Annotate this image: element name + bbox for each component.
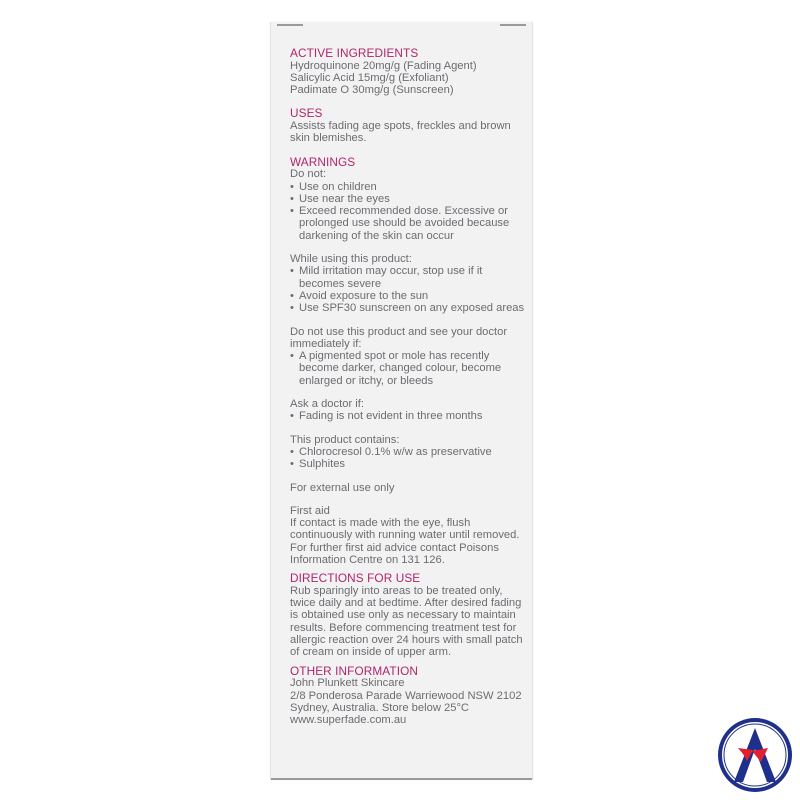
ingredient-line: Salicylic Acid 15mg/g (Exfoliant) bbox=[290, 71, 449, 84]
see-doctor-label: Do not use this product and see your doctor immediately if: bbox=[290, 325, 508, 350]
do-not-label: Do not: bbox=[290, 168, 327, 181]
do-not-list bbox=[290, 181, 528, 242]
list-item: • Fading is not evident in three months bbox=[290, 410, 528, 422]
product-box-panel bbox=[270, 22, 533, 780]
ingredient-line: Padimate O 30mg/g (Sunscreen) bbox=[290, 84, 454, 97]
company-address: 2/8 Ponderosa Parade Warriewood NSW 2102 bbox=[290, 689, 522, 702]
external-use-note: For external use only bbox=[290, 481, 395, 494]
list-item: • Use near the eyes bbox=[290, 193, 528, 205]
australian-pharmacy-seal-icon bbox=[716, 716, 794, 794]
box-bottom-edge bbox=[271, 778, 532, 780]
warnings-heading: WARNINGS bbox=[290, 154, 356, 169]
box-top-edge-left bbox=[277, 24, 303, 26]
box-top-edge-right bbox=[500, 24, 526, 26]
company-name: John Plunkett Skincare bbox=[290, 677, 405, 690]
see-doctor-list bbox=[290, 350, 528, 387]
ask-doctor-list bbox=[290, 410, 528, 422]
list-item: • Exceed recommended dose. Excessive or prolonged use should be avoided because darkening of the skin can occur bbox=[290, 205, 528, 242]
ask-doctor-label: Ask a doctor if: bbox=[290, 398, 364, 411]
while-using-label: While using this product: bbox=[290, 253, 412, 266]
website-link[interactable]: www.superfade.com.au bbox=[290, 714, 407, 727]
list-item: • Use on children bbox=[290, 181, 528, 193]
list-item: • Use SPF30 sunscreen on any exposed areas bbox=[290, 302, 528, 314]
list-item: • A pigmented spot or mole has recently become darker, changed colour, become enlarged or itchy, or bleeds bbox=[290, 350, 528, 387]
uses-text: Assists fading age spots, freckles and brown skin blemishes. bbox=[290, 120, 511, 145]
directions-heading: DIRECTIONS FOR USE bbox=[290, 571, 421, 586]
list-item: • Avoid exposure to the sun bbox=[290, 290, 528, 302]
directions-text: Rub sparingly into areas to be treated only, twice daily and at bedtime. After desired fading is obtained use only as necessary to maintain results. Before commencing treatment test for allergic reaction over 24 hours with small patch of cream on inside of upper arm. bbox=[290, 584, 523, 659]
company-city-storage: Sydney, Australia. Store below 25°C bbox=[290, 701, 470, 714]
label-text-panel bbox=[290, 47, 528, 726]
while-using-list bbox=[290, 265, 528, 314]
uses-heading: USES bbox=[290, 106, 323, 121]
list-item: • Mild irritation may occur, stop use if it becomes severe bbox=[290, 265, 528, 290]
list-item: • Chlorocresol 0.1% w/w as preservative bbox=[290, 446, 528, 458]
ingredient-line: Hydroquinone 20mg/g (Fading Agent) bbox=[290, 59, 477, 72]
contains-label: This product contains: bbox=[290, 433, 400, 446]
first-aid-text: If contact is made with the eye, flush continuously with running water until removed. For further first aid advice contact Poisons Information Centre on 131 126. bbox=[290, 517, 520, 566]
first-aid-label: First aid bbox=[290, 504, 330, 517]
contains-list bbox=[290, 446, 528, 471]
other-information-heading: OTHER INFORMATION bbox=[290, 663, 418, 678]
active-ingredients-heading: ACTIVE INGREDIENTS bbox=[290, 46, 419, 60]
list-item: • Sulphites bbox=[290, 458, 528, 470]
